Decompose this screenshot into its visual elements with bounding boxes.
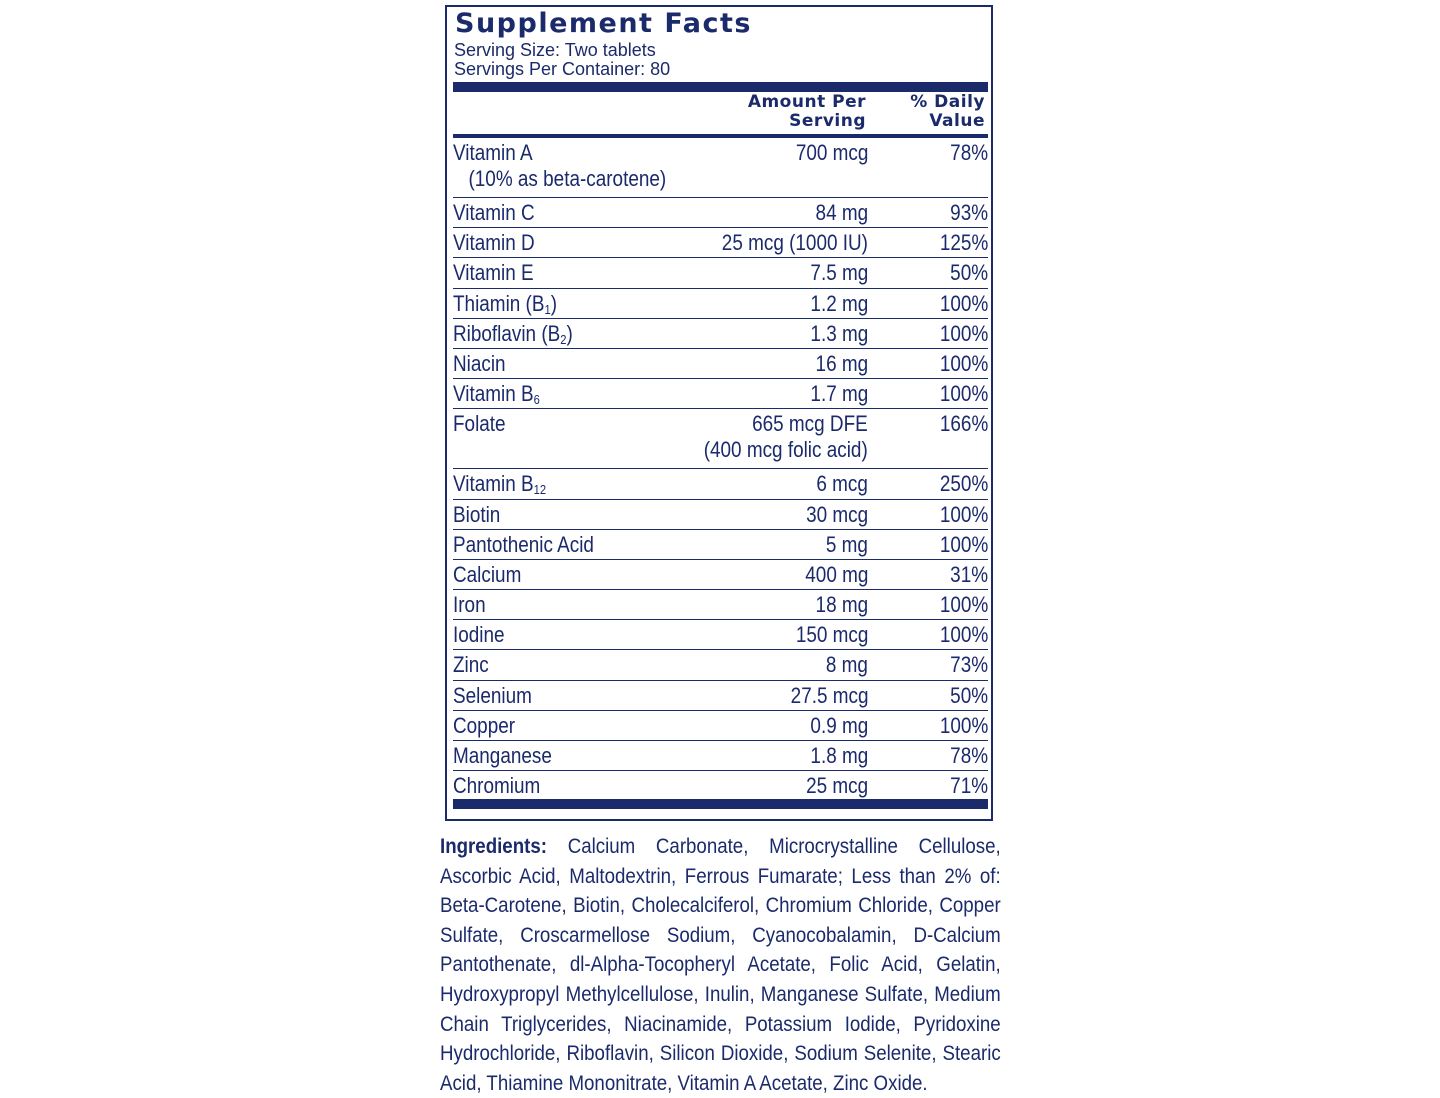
nutrient-row: [453, 500, 988, 530]
ingredients-label: Ingredients:: [440, 835, 547, 858]
nutrient-amount: 700 mcg: [795, 140, 868, 165]
nutrient-row: [453, 349, 988, 379]
nutrient-daily-value: 100%: [939, 290, 988, 316]
supplement-facts-panel: [445, 5, 993, 821]
nutrient-name: Iron: [453, 592, 486, 618]
nutrient-row: [453, 409, 988, 469]
nutrient-row: [453, 228, 988, 258]
nutrient-name: Niacin: [453, 350, 506, 376]
ingredients-statement: [440, 832, 1001, 1098]
nutrient-name: Vitamin E: [453, 260, 534, 286]
nutrient-daily-value: 93%: [950, 200, 988, 225]
nutrient-name: Vitamin A (10% as beta-carotene): [453, 140, 667, 191]
nutrient-amount: 30 mcg: [805, 501, 868, 527]
nutrient-amount: 6 mcg: [816, 471, 868, 497]
column-header-dv-line2: Value: [929, 111, 985, 131]
nutrient-amount: 8 mg: [825, 652, 868, 678]
nutrient-row: [453, 379, 988, 409]
nutrient-name: Selenium: [453, 682, 532, 708]
nutrient-daily-value: 71%: [950, 773, 988, 799]
nutrient-amount: 1.2 mg: [810, 290, 868, 316]
nutrient-row: [453, 530, 988, 560]
nutrient-name: Vitamin C: [453, 200, 535, 225]
nutrient-row: [453, 681, 988, 711]
nutrient-name: Folate: [453, 411, 506, 437]
nutrient-amount: 25 mcg (1000 IU): [721, 230, 868, 256]
nutrient-daily-value: 78%: [950, 140, 988, 165]
nutrient-amount: 1.3 mg: [810, 320, 868, 346]
nutrient-amount: 5 mg: [825, 531, 868, 557]
nutrient-amount: 1.7 mg: [810, 381, 868, 407]
nutrient-daily-value: 31%: [950, 561, 988, 587]
nutrient-row: [453, 138, 988, 198]
ingredients-text: Calcium Carbonate, Microcrystalline Cellulose, Ascorbic Acid, Maltodextrin, Ferrous Fumarate; Less than 2% of: Beta-Carotene, Biotin, Cholecalciferol, Chromium Chloride, Copper Sulfate, Croscarmellose Sodium, Cyanocobalamin, D-Calcium Pantothenate, dl-Alpha-Tocopheryl Acetate, Folic Acid, Gelatin, Hydroxypropyl Methylcellulose, Inulin, Manganese Sulfate, Medium Chain Triglycerides, Niacinamide, Potassium Iodide, Pyridoxine Hydrochloride, Riboflavin, Silicon Dioxide, Sodium Selenite, Stearic Acid, Thiamine Mononitrate, Vitamin A Acetate, Zinc Oxide.: [440, 835, 1001, 1095]
nutrient-daily-value: 100%: [939, 712, 988, 738]
nutrient-name: Biotin: [453, 501, 501, 527]
nutrient-subscript: 6: [533, 392, 540, 408]
nutrient-row: [453, 289, 988, 319]
nutrient-amount: 7.5 mg: [810, 260, 868, 286]
nutrient-daily-value: 73%: [950, 652, 988, 678]
nutrient-name: Vitamin $B_6$: [453, 381, 540, 408]
nutrient-name: Pantothenic Acid: [453, 531, 594, 557]
nutrient-amount: 400 mg: [804, 561, 868, 587]
nutrient-row: [453, 650, 988, 680]
nutrient-daily-value: 50%: [950, 682, 988, 708]
nutrient-row: [453, 469, 988, 499]
column-header-daily-value: [910, 93, 985, 131]
nutrient-daily-value: 100%: [939, 350, 988, 376]
nutrient-name: Copper: [453, 712, 516, 738]
nutrient-daily-value: 100%: [939, 531, 988, 557]
nutrient-row: [453, 319, 988, 349]
thick-divider-top: [453, 82, 988, 92]
nutrient-row: [453, 258, 988, 288]
nutrient-amount: 27.5 mcg: [790, 682, 868, 708]
nutrient-amount: 18 mg: [815, 592, 868, 618]
nutrient-subscript: 1: [544, 301, 551, 317]
nutrient-daily-value: 100%: [939, 381, 988, 407]
nutrient-name: Manganese: [453, 743, 552, 768]
column-header-amount-line2: Serving: [789, 111, 866, 131]
nutrient-row: [453, 560, 988, 590]
nutrient-daily-value: 100%: [939, 501, 988, 527]
nutrient-row: [453, 620, 988, 650]
nutrient-row: [453, 741, 988, 771]
nutrient-amount: 150 mcg: [795, 622, 868, 648]
nutrient-amount-note: (400 mcg folic acid): [703, 437, 868, 463]
nutrient-daily-value: 250%: [939, 471, 988, 497]
nutrient-subscript: 2: [560, 331, 567, 347]
nutrient-note: (10% as beta-carotene): [468, 166, 667, 191]
nutrient-subscript: 12: [533, 482, 547, 498]
nutrient-name: Zinc: [453, 652, 489, 678]
thick-divider-bottom: [453, 799, 988, 809]
nutrient-daily-value: 100%: [939, 320, 988, 346]
nutrient-name: Riboflavin $(B_2)$: [453, 320, 573, 347]
nutrient-table: [453, 138, 988, 801]
nutrient-amount: 25 mcg: [805, 773, 868, 799]
servings-per-container: Servings Per Container: 80: [454, 59, 671, 79]
nutrient-name: Chromium: [453, 773, 541, 799]
nutrient-amount: 1.8 mg: [810, 743, 868, 768]
nutrient-name: Calcium: [453, 561, 522, 587]
nutrient-daily-value: 100%: [939, 592, 988, 618]
nutrient-amount: 665 mcg DFE (400 mcg folic acid): [703, 411, 868, 463]
nutrient-amount: 84 mg: [815, 200, 868, 225]
column-header-dv-line1: % Daily: [910, 92, 985, 112]
panel-title: Supplement Facts: [455, 8, 752, 39]
nutrient-daily-value: 50%: [950, 260, 988, 286]
nutrient-daily-value: 166%: [939, 411, 988, 437]
nutrient-daily-value: 78%: [950, 743, 988, 768]
nutrient-name: Vitamin $B_{12}$: [453, 471, 547, 498]
nutrient-daily-value: 125%: [939, 230, 988, 256]
serving-size: Serving Size: Two tablets: [454, 40, 656, 60]
nutrient-name: Thiamin $(B_1)$: [453, 290, 557, 317]
column-header-amount: [748, 93, 866, 131]
nutrient-row: [453, 771, 988, 801]
nutrient-amount: 16 mg: [815, 350, 868, 376]
nutrient-name: Vitamin D: [453, 230, 535, 256]
column-header-amount-line1: Amount Per: [747, 92, 866, 112]
nutrient-name: Iodine: [453, 622, 505, 648]
nutrient-row: [453, 198, 988, 228]
nutrient-row: [453, 711, 988, 741]
nutrient-row: [453, 590, 988, 620]
nutrient-amount: 0.9 mg: [810, 712, 868, 738]
nutrient-daily-value: 100%: [939, 622, 988, 648]
